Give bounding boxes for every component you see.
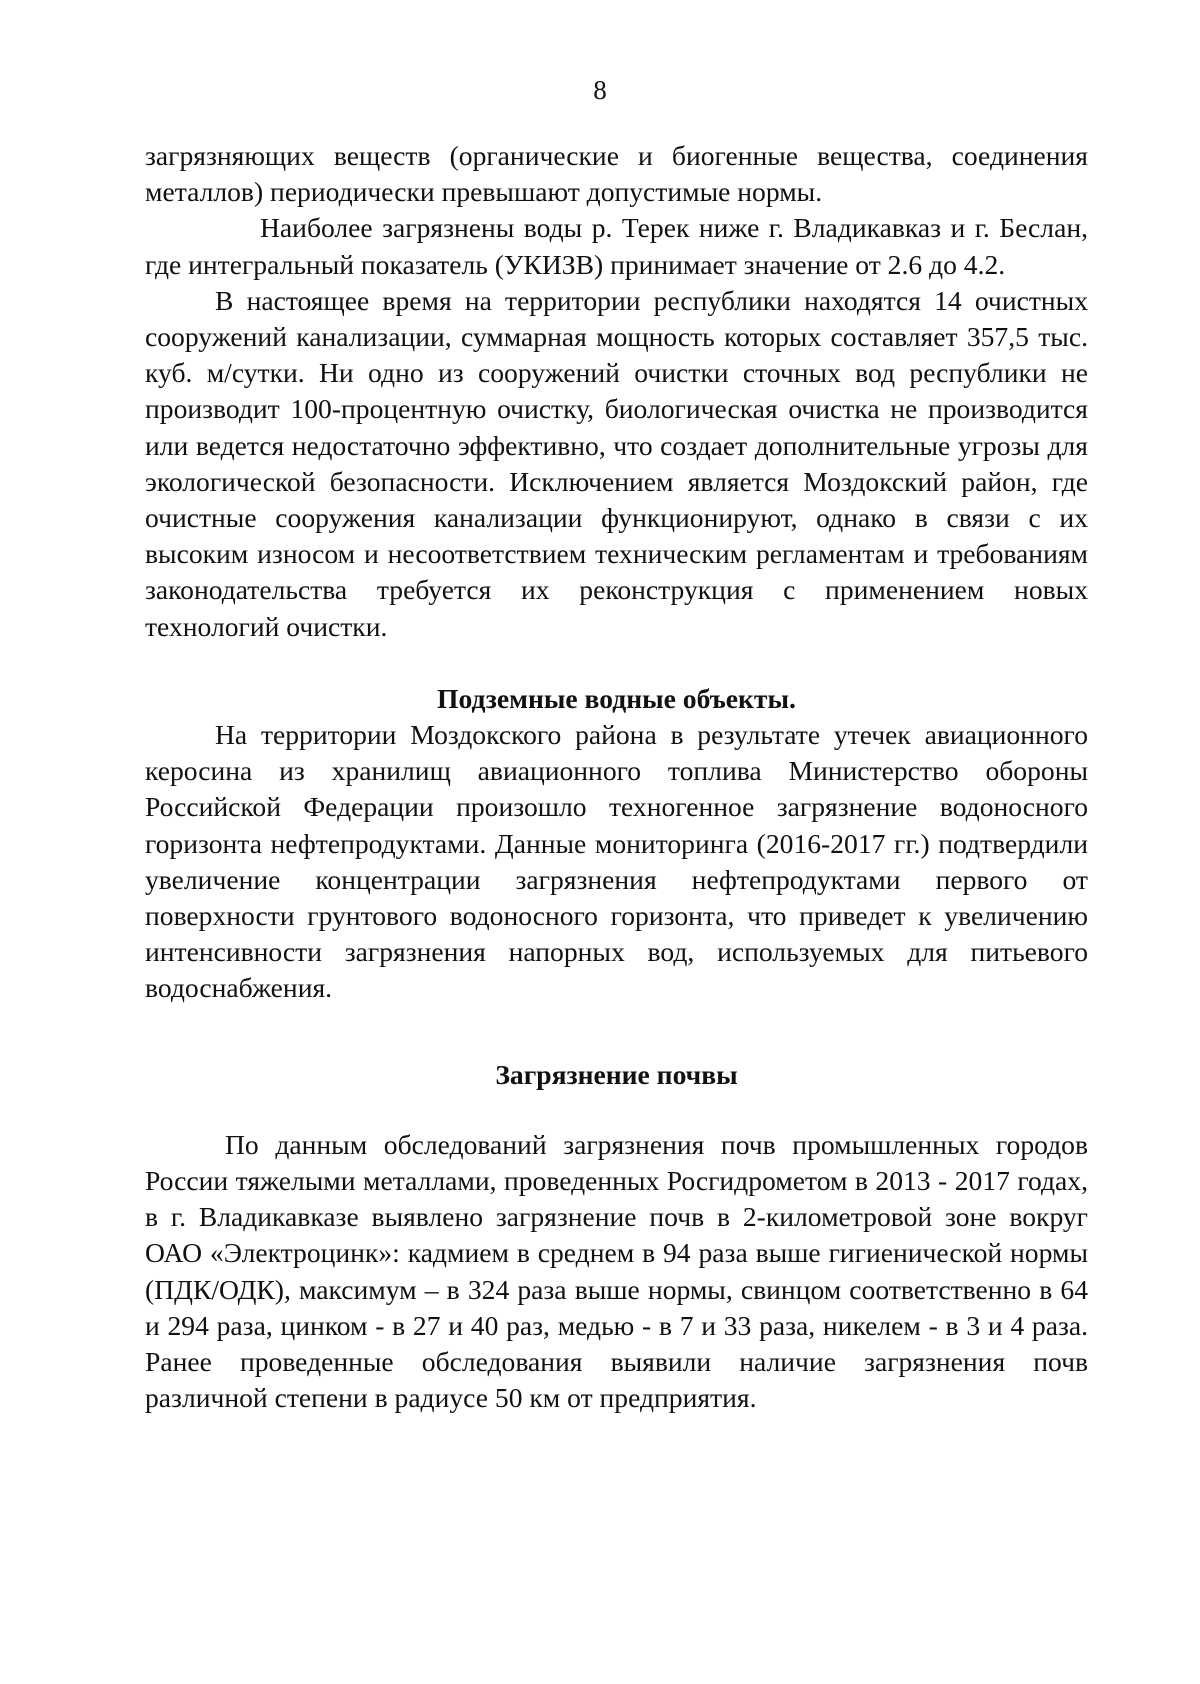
document-body — [145, 138, 1088, 1417]
paragraph-treatment-facilities: В настоящее время на территории республики находятся 14 очистных сооружений канализации, суммарная мощность которых составляет 357,5 тыс. куб. м/сутки. Ни одно из сооружений очистки сточных вод республики не производит 100-процентную очистку, биологическая очистка не производится или ведется недостаточно эффективно, что создает дополнительные угрозы для экологической безопасности. Исключением является Моздокский район, где очистные сооружения канализации функционируют, однако в связи с их высоким износом и несоответствием техническим регламентам и требованиям законодательства требуется их реконструкция с применением новых технологий очистки. — [145, 284, 1088, 642]
spacer — [145, 645, 1088, 681]
paragraph-soil-pollution: По данным обследований загрязнения почв промышленных городов России тяжелыми металлами, проведенных Росгидрометом в 2013 - 2017 годах, в г. Владикавказе выявлено загрязнение почв в 2-километровой зоне вокруг ОАО «Электроцинк»: кадмием в среднем в 94 раза выше гигиенической нормы (ПДК/ОДК), максимум – в 324 раза выше нормы, свинцом соответственно в 64 и 294 раза, цинком - в 27 и 40 раз, медью - в 7 и 33 раза, никелем - в 3 и 4 раза. Ранее проведенные обследования выявили наличие загрязнения почв различной степени в радиусе 50 км от предприятия. — [145, 1128, 1088, 1414]
paragraph-pollutants-continuation: загрязняющих веществ (органические и биогенные вещества, соединения металлов) периодически превышают допустимые нормы. — [145, 140, 1088, 208]
page-number: 8 — [593, 75, 607, 105]
paragraph-groundwater: На территории Моздокского района в результате утечек авиационного керосина из хранилищ авиационного топлива Министерство обороны Российской Федерации произошло техногенное загрязнение водоносного горизонта нефтепродуктами. Данные мониторинга (2016-2017 гг.) подтвердили увеличение концентрации загрязнения нефтепродуктами первого от поверхности грунтового водоносного горизонта, что приведет к увеличению интенсивности загрязнения напорных вод, используемых для питьевого водоснабжения. — [145, 719, 1088, 1004]
paragraph-terek-pollution: Наиболее загрязнены воды р. Терек ниже г. Владикавказ и г. Беслан, где интегральный показатель (УКИЗВ) принимает значение от 2.6 до 4.2. — [145, 212, 1088, 280]
spacer — [145, 1093, 1088, 1127]
spacer — [145, 1007, 1088, 1057]
section-heading-groundwater: Подземные водные объекты. — [437, 682, 796, 714]
section-heading-soil: Загрязнение почвы — [495, 1058, 738, 1090]
